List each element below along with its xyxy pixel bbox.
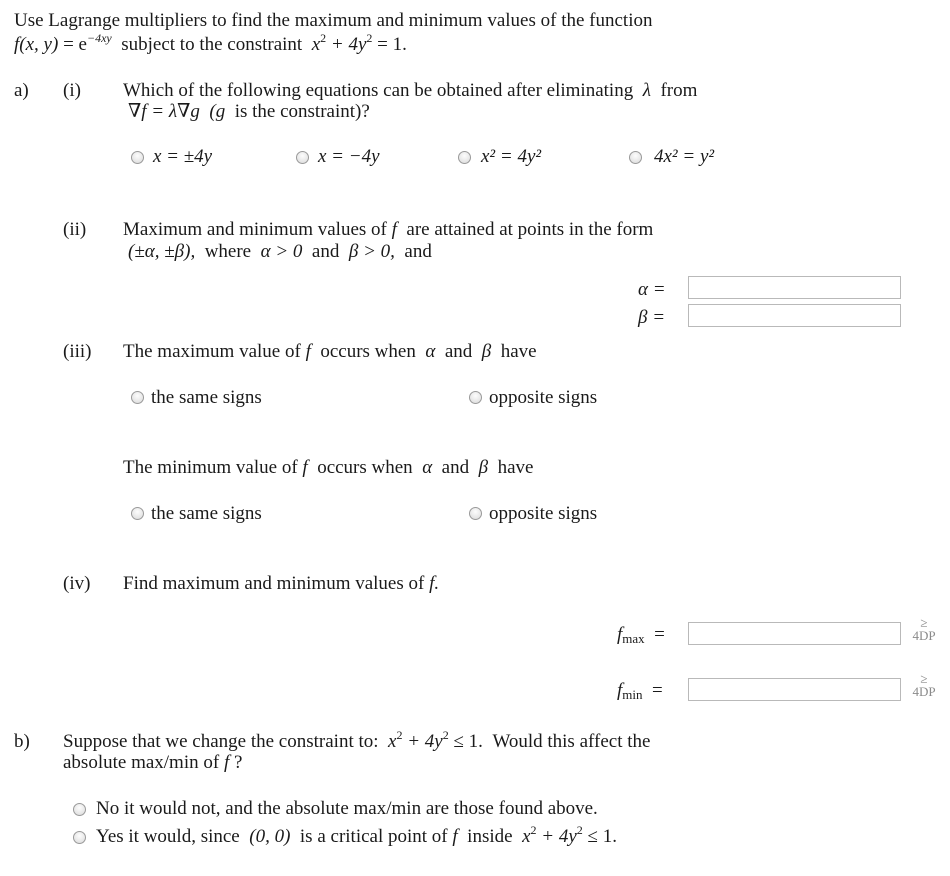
option-1-label: x = ±4y	[153, 146, 213, 167]
part-a-i-question-line2	[128, 101, 370, 123]
from: from	[660, 80, 698, 101]
fmax-tolerance	[904, 616, 944, 642]
part-a-iv-num: (iv)	[63, 573, 91, 594]
option-2-label: x = −4y	[318, 146, 380, 167]
b-yes-label	[96, 823, 617, 848]
f: f.	[429, 573, 440, 594]
have: have	[500, 341, 537, 362]
part-a-iv-question	[123, 573, 439, 595]
f: f	[452, 826, 458, 847]
part-b-label: b)	[14, 731, 30, 752]
lambda: λ	[642, 80, 651, 101]
alpha: α	[422, 457, 433, 478]
and: and	[311, 241, 340, 262]
min-opposite-label: opposite signs	[489, 503, 598, 524]
sq: 2	[366, 31, 373, 45]
sq: 2	[396, 728, 403, 742]
min-question	[123, 457, 533, 479]
max-opposite-label: opposite signs	[489, 387, 598, 408]
q-text: Which of the following equations can be obtained after eliminating	[123, 80, 634, 101]
constraint-y: + 4y	[326, 34, 367, 55]
max-same-label: the same signs	[151, 387, 262, 408]
sq: 2	[576, 823, 583, 837]
part-a-i-question-line1	[123, 80, 697, 102]
part-b-line1	[63, 728, 651, 753]
sq: 2	[320, 31, 327, 45]
constraint-x: x	[311, 34, 321, 55]
radio-option-4[interactable]	[629, 151, 642, 164]
part-a-ii-num: (ii)	[63, 219, 87, 240]
beta: β	[481, 341, 492, 362]
radio-option-3[interactable]	[458, 151, 471, 164]
le: ≤ 1.	[582, 826, 617, 847]
part-b-line2	[63, 752, 242, 774]
and: and	[444, 341, 473, 362]
where: where	[204, 241, 252, 262]
tolerance-label: 4DP	[912, 628, 936, 643]
text: absolute max/min of	[63, 752, 220, 773]
radio-option-2[interactable]	[296, 151, 309, 164]
q: ?	[233, 752, 243, 773]
alpha: α	[425, 341, 436, 362]
min-sub: min	[622, 687, 643, 702]
part-a-label: a)	[14, 80, 29, 101]
max-question	[123, 341, 537, 363]
radio-option-1[interactable]	[131, 151, 144, 164]
radio-max-same[interactable]	[131, 391, 144, 404]
f: f	[617, 680, 623, 701]
grad-eq: ∇f = λ∇g	[128, 101, 200, 122]
y: + 4y	[402, 731, 443, 752]
fmin-tolerance	[904, 672, 944, 698]
intro-eq: = e	[58, 34, 87, 55]
intro-fxy: f(x, y)	[14, 34, 59, 55]
and: and	[404, 241, 432, 262]
option-3-label: x² = 4y²	[481, 146, 542, 167]
text: occurs when	[317, 457, 413, 478]
radio-min-same[interactable]	[131, 507, 144, 520]
intro-line1: Use Lagrange multipliers to find the maximum and minimum values of the function	[14, 10, 653, 31]
tolerance-label: 4DP	[912, 684, 936, 699]
fmin-label	[617, 680, 663, 702]
have: have	[497, 457, 534, 478]
alpha-input[interactable]	[688, 276, 901, 299]
part-a-i-num: (i)	[63, 80, 81, 101]
sq: 2	[530, 823, 537, 837]
beta: β	[478, 457, 489, 478]
sq: 2	[442, 728, 449, 742]
fmax-input[interactable]	[688, 622, 901, 645]
text: Suppose that we change the constraint to:	[63, 731, 379, 752]
fmax-label	[617, 624, 665, 646]
max-sub: max	[622, 631, 645, 646]
f: f	[391, 219, 397, 240]
text: are attained at points in the form	[406, 219, 654, 240]
eq: =	[652, 680, 663, 701]
text: The minimum value of	[123, 457, 298, 478]
f: f	[223, 752, 230, 773]
text: The maximum value of	[123, 341, 301, 362]
y: + 4y	[536, 826, 577, 847]
ge-symbol: ≥	[920, 671, 928, 686]
intro-subject: subject to the constraint	[121, 34, 303, 55]
radio-min-opposite[interactable]	[469, 507, 482, 520]
intro-exp: −4xy	[86, 31, 112, 45]
b-no-label: No it would not, and the absolute max/min are those found above.	[96, 798, 598, 819]
fmin-input[interactable]	[688, 678, 901, 701]
alpha-label: α =	[638, 279, 666, 300]
inside: inside	[467, 826, 513, 847]
part-a-iii-num: (iii)	[63, 341, 92, 362]
cond2: β > 0,	[348, 241, 395, 262]
le: ≤ 1.	[448, 731, 483, 752]
f: f	[305, 341, 311, 362]
part-a-ii-line2	[128, 241, 432, 263]
radio-b-yes[interactable]	[73, 831, 86, 844]
text: Would this affect the	[492, 731, 651, 752]
intro-line2	[14, 31, 407, 56]
eq: =	[654, 624, 665, 645]
point: (0, 0)	[249, 826, 291, 847]
cond1: α > 0	[260, 241, 303, 262]
beta-label: β =	[638, 307, 666, 328]
ge-symbol: ≥	[920, 615, 928, 630]
text: is a critical point of	[299, 826, 448, 847]
text: Yes it would, since	[96, 826, 240, 847]
beta-input[interactable]	[688, 304, 901, 327]
part-a-ii-line1	[123, 219, 653, 241]
constraint-note: is the constraint)?	[234, 101, 370, 122]
text: Find maximum and minimum values of	[123, 573, 425, 594]
min-same-label: the same signs	[151, 503, 262, 524]
g: (g	[209, 101, 226, 122]
radio-max-opposite[interactable]	[469, 391, 482, 404]
option-4-label: 4x² = y²	[654, 146, 715, 167]
x: x	[522, 826, 531, 847]
point: (±α, ±β),	[128, 241, 196, 262]
and: and	[441, 457, 470, 478]
f: f	[302, 457, 308, 478]
text: occurs when	[320, 341, 416, 362]
x: x	[388, 731, 397, 752]
text: Maximum and minimum values of	[123, 219, 387, 240]
constraint-eq: = 1.	[372, 34, 407, 55]
radio-b-no[interactable]	[73, 803, 86, 816]
f: f	[617, 624, 623, 645]
